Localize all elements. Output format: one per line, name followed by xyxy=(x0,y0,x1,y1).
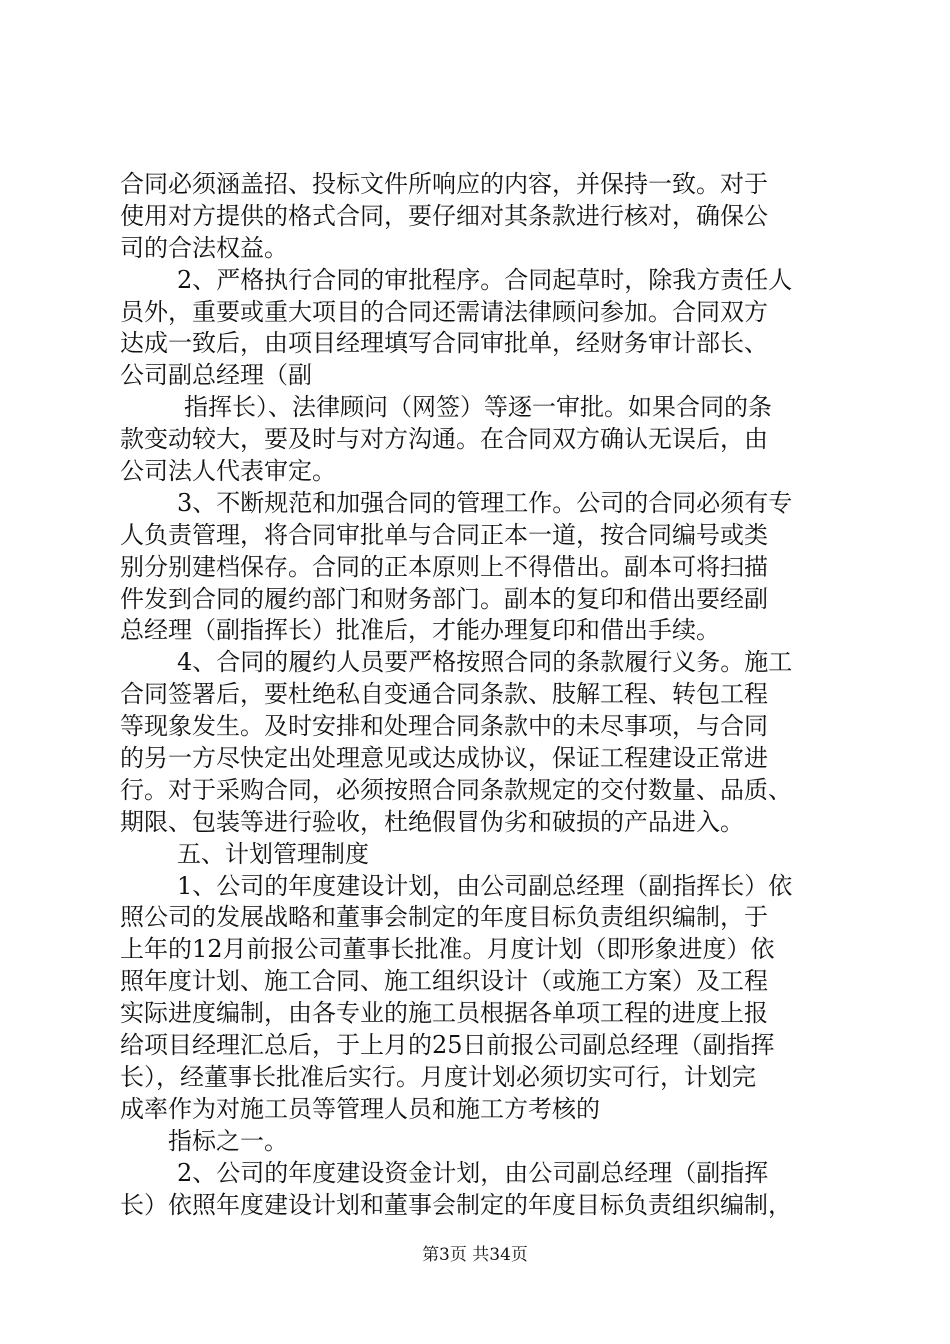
text-line: 2、严格执行合同的审批程序。合同起草时，除我方责任人 xyxy=(177,265,793,294)
text-line: 的另一方尽快定出处理意见或达成协议，保证工程建设正常进 xyxy=(120,744,768,773)
body-text xyxy=(120,169,840,1221)
text-line: 照年度计划、施工合同、施工组织设计（或施工方案）及工程 xyxy=(120,967,768,996)
text-line: 行。对于采购合同，必须按照合同条款规定的交付数量、品质、 xyxy=(120,775,792,804)
text-line: 上年的12月前报公司董事长批准。月度计划（即形象进度）依 xyxy=(120,935,775,964)
text-line: 2、公司的年度建设资金计划，由公司副总经理（副指挥 xyxy=(177,1158,769,1187)
text-line: 长）依照年度建设计划和董事会制定的年度目标负责组织编制， xyxy=(120,1190,792,1219)
text-line: 总经理（副指挥长）批准后，才能办理复印和借出手续。 xyxy=(120,616,720,645)
text-line: 指挥长）、法律顾问（网签）等逐一审批。如果合同的条 xyxy=(184,393,772,422)
text-line: 合同签署后，要杜绝私自变通合同条款、肢解工程、转包工程 xyxy=(120,680,768,709)
text-line: 公司副总经理（副 xyxy=(120,361,312,390)
text-line: 照公司的发展战略和董事会制定的年度目标负责组织编制，于 xyxy=(120,903,768,932)
page-number-footer: 第3页 共34页 xyxy=(422,1245,528,1265)
text-line: 4、合同的履约人员要严格按照合同的条款履行义务。施工 xyxy=(177,648,793,677)
text-line: 别分别建档保存。合同的正本原则上不得借出。副本可将扫描 xyxy=(120,552,768,581)
text-line: 款变动较大，要及时与对方沟通。在合同双方确认无误后，由 xyxy=(120,425,768,454)
text-line: 公司法人代表审定。 xyxy=(120,457,336,486)
text-line: 给项目经理汇总后，于上月的25日前报公司副总经理（副指挥 xyxy=(120,1031,775,1060)
text-line: 1、公司的年度建设计划，由公司副总经理（副指挥长）依 xyxy=(177,871,793,900)
text-line: 成率作为对施工员等管理人员和施工方考核的 xyxy=(120,1094,600,1123)
text-line: 合同必须涵盖招、投标文件所响应的内容，并保持一致。对于 xyxy=(120,170,768,198)
text-line: 员外，重要或重大项目的合同还需请法律顾问参加。合同双方 xyxy=(120,297,768,326)
text-line: 长），经董事长批准后实行。月度计划必须切实可行，计划完 xyxy=(120,1062,756,1091)
text-line: 人负责管理，将合同审批单与合同正本一道，按合同编号或类 xyxy=(120,520,768,549)
text-line: 等现象发生。及时安排和处理合同条款中的未尽事项，与合同 xyxy=(120,712,768,741)
text-line: 实际进度编制，由各专业的施工员根据各单项工程的进度上报 xyxy=(120,999,768,1028)
text-line: 达成一致后，由项目经理填写合同审批单，经财务审计部长、 xyxy=(120,329,768,358)
text-line: 期限、包装等进行验收，杜绝假冒伪劣和破损的产品进入。 xyxy=(120,807,744,836)
text-line: 使用对方提供的格式合同，要仔细对其条款进行核对，确保公 xyxy=(120,201,768,230)
text-line: 3、不断规范和加强合同的管理工作。公司的合同必须有专 xyxy=(177,488,793,517)
text-line: 指标之一。 xyxy=(168,1126,288,1155)
text-line: 件发到合同的履约部门和财务部门。副本的复印和借出要经副 xyxy=(120,584,768,613)
text-line: 司的合法权益。 xyxy=(120,233,288,262)
section-heading: 五、计划管理制度 xyxy=(177,839,369,868)
